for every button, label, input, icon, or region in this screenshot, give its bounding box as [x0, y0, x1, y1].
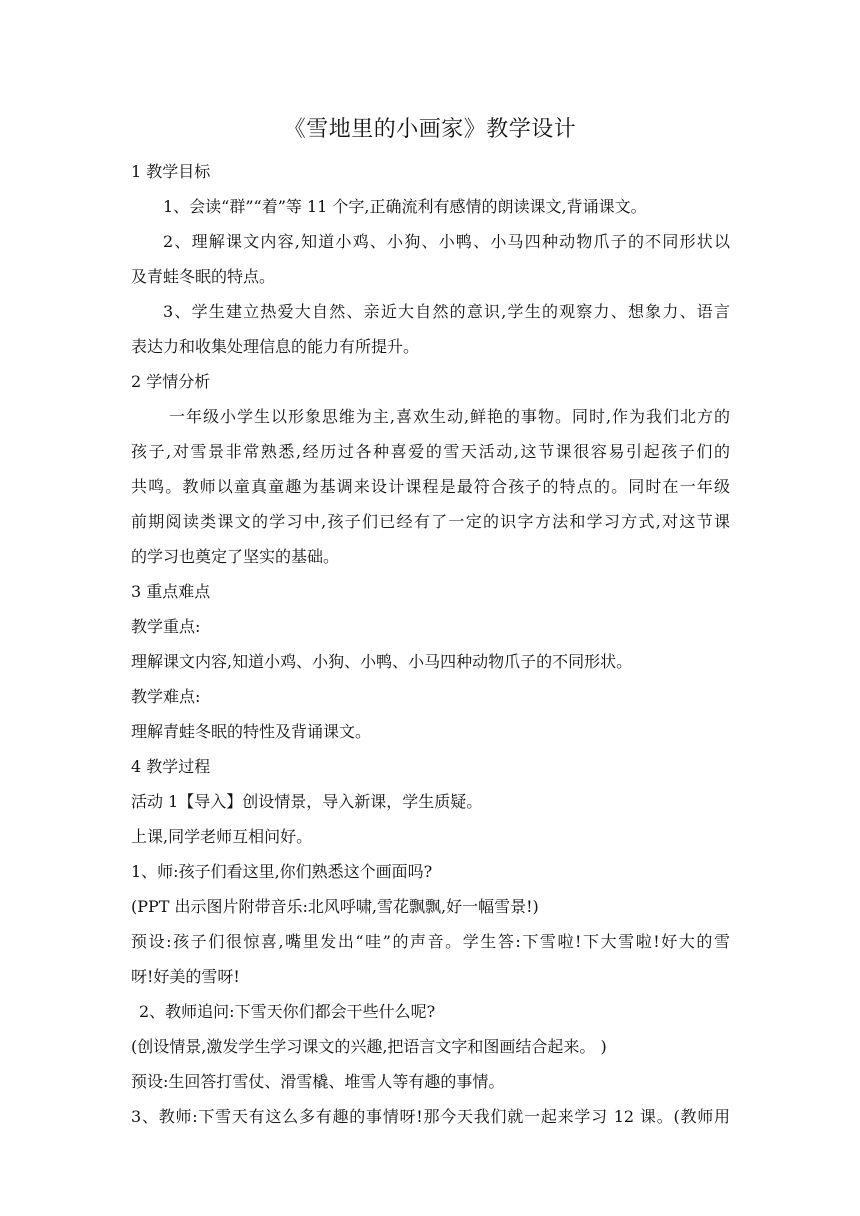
- paragraph-line: 1、师:孩子们看这里,你们熟悉这个画面吗?: [131, 862, 433, 881]
- paragraph-line: 3、教师:下雪天有这么多有趣的事情呀!那今天我们就一起来学习 12 课。(教师用: [131, 1107, 730, 1126]
- paragraph-line: 理解青蛙冬眠的特性及背诵课文。: [131, 722, 372, 741]
- document-title: 《雪地里的小画家》教学设计: [283, 117, 577, 142]
- document-body: [131, 154, 730, 1134]
- paragraph-line: 的学习也奠定了坚实的基础。: [131, 547, 340, 566]
- paragraph-line: 孩子,对雪景非常熟悉,经历过各种喜爱的雪天活动,这节课很容易引起孩子们的: [131, 442, 730, 461]
- paragraph-line: 上课,同学老师互相问好。: [131, 827, 313, 846]
- paragraph-line: 2、理解课文内容,知道小鸡、小狗、小鸭、小马四种动物爪子的不同形状以: [163, 232, 730, 251]
- paragraph-line: 共鸣。教师以童真童趣为基调来设计课程是最符合孩子的特点的。同时在一年级: [131, 477, 730, 496]
- paragraph-line: (创设情景,激发学生学习课文的兴趣,把语言文字和图画结合起来。 ): [131, 1037, 607, 1056]
- paragraph-line: 2、教师追问:下雪天你们都会干些什么呢?: [139, 1002, 436, 1021]
- paragraph-line: (PPT 出示图片附带音乐:北风呼啸,雪花飘飘,好一幅雪景!): [131, 897, 539, 916]
- paragraph-line: 预设:孩子们很惊喜,嘴里发出“哇”的声音。学生答:下雪啦!下大雪啦!好大的雪: [131, 932, 730, 951]
- section-heading-objectives: 1 教学目标: [131, 162, 211, 181]
- paragraph-line: 及青蛙冬眠的特点。: [131, 267, 276, 286]
- activity-heading: 活动 1【导入】创设情景，导入新课，学生质疑。: [131, 792, 483, 811]
- paragraph-line: 呀!好美的雪呀!: [131, 967, 240, 986]
- paragraph-line: 理解课文内容,知道小鸡、小狗、小鸭、小马四种动物爪子的不同形状。: [131, 652, 633, 671]
- paragraph-line: 1、会读“群”“着”等 11 个字,正确流利有感情的朗读课文,背诵课文。: [163, 197, 647, 216]
- section-heading-key-points: 3 重点难点: [131, 582, 211, 601]
- paragraph-line: 3、学生建立热爱大自然、亲近大自然的意识,学生的观察力、想象力、语言: [163, 302, 730, 321]
- subheading-key-point: 教学重点:: [131, 617, 201, 636]
- paragraph-line: 一年级小学生以形象思维为主,喜欢生动,鲜艳的事物。同时,作为我们北方的: [169, 407, 730, 426]
- section-heading-analysis: 2 学情分析: [131, 372, 211, 391]
- paragraph-line: 前期阅读类课文的学习中,孩子们已经有了一定的识字方法和学习方式,对这节课: [131, 512, 730, 531]
- subheading-difficulty: 教学难点:: [131, 687, 201, 706]
- paragraph-line: 表达力和收集处理信息的能力有所提升。: [131, 337, 420, 356]
- section-heading-process: 4 教学过程: [131, 757, 211, 776]
- paragraph-line: 预设:生回答打雪仗、滑雪橇、堆雪人等有趣的事情。: [131, 1072, 505, 1091]
